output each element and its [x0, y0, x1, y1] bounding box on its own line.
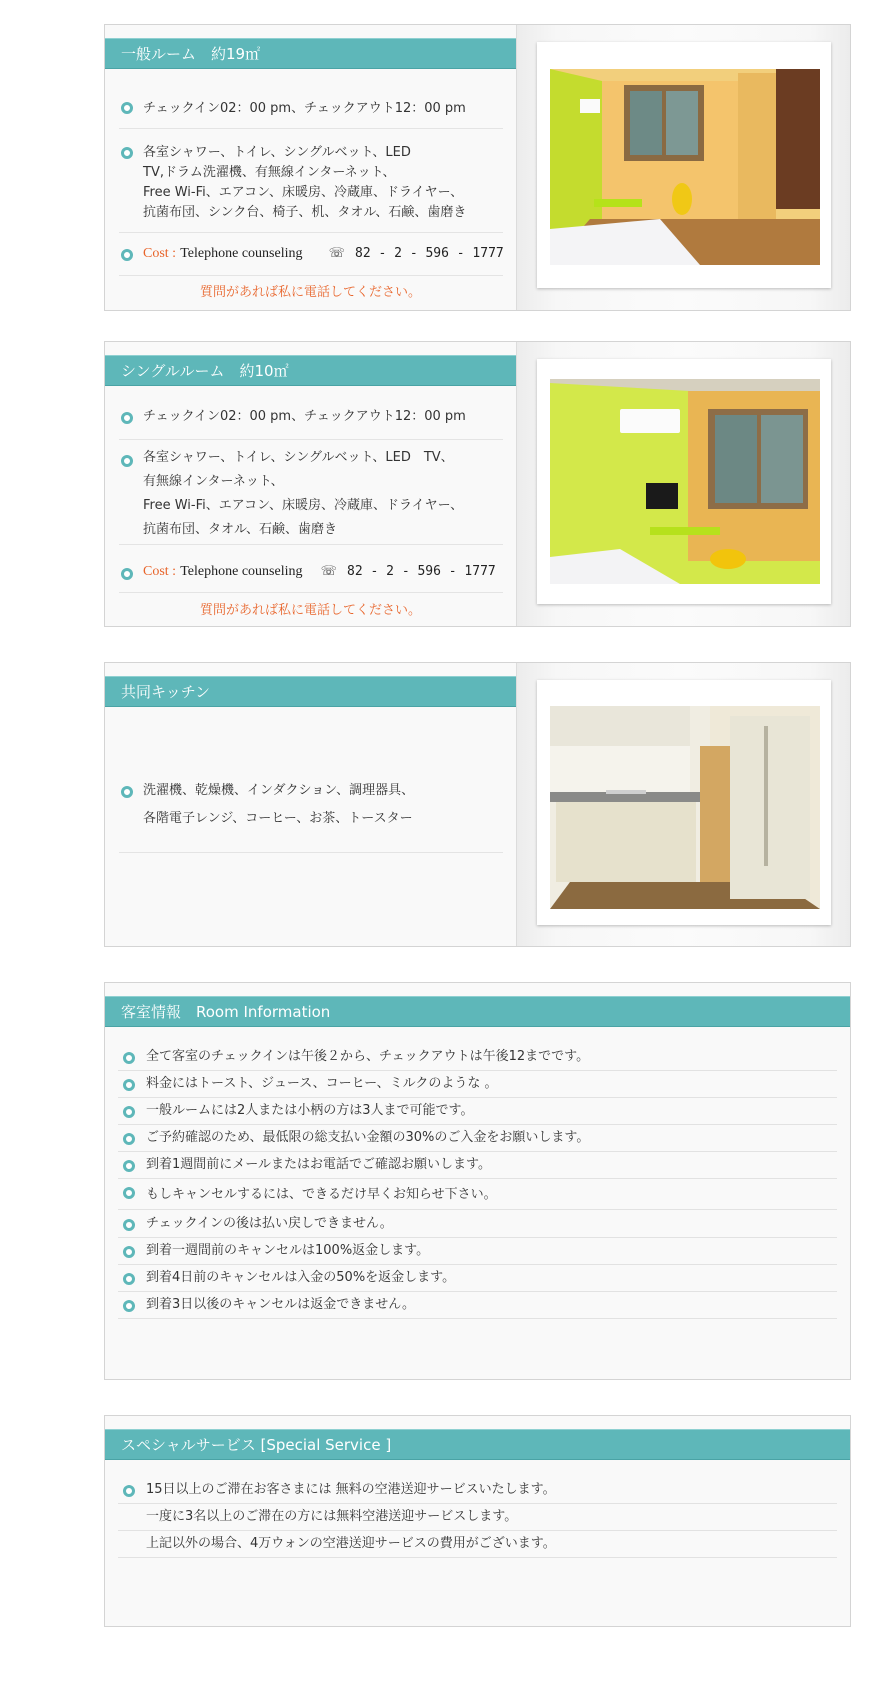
cost-value: Telephone counseling — [180, 246, 303, 261]
room-info-card — [104, 982, 851, 1380]
cost-value: Telephone counseling — [180, 564, 303, 579]
kitchen-details — [105, 663, 516, 946]
bullet-icon — [121, 568, 133, 580]
bullet-icon — [123, 1052, 135, 1064]
call-prompt: 質問があれば私に電話してください。 — [199, 603, 421, 618]
room-details — [105, 342, 516, 626]
bullet-icon — [123, 1219, 135, 1231]
kitchen-photo — [550, 706, 820, 909]
photo-panel — [516, 25, 850, 310]
service-text: 上記以外の場合、4万ウォンの空港送迎サービスの費用がございます。 — [146, 1536, 556, 1551]
amenity-line: 有無線インターネット、 — [143, 474, 284, 489]
bullet-icon — [123, 1133, 135, 1145]
facility-line: 洗濯機、乾燥機、インダクション、調理器具、 — [143, 783, 415, 798]
service-item — [118, 1504, 837, 1531]
room-title: シングルルーム 約10㎡ — [105, 355, 516, 386]
checkin-info — [119, 89, 503, 129]
amenity-line: 抗菌布団、シンク台、椅子、机、タオル、石鹸、歯磨き — [143, 205, 467, 220]
bullet-icon — [123, 1187, 135, 1199]
kitchen-card — [104, 662, 851, 947]
bullet-icon — [121, 102, 133, 114]
amenity-line: Free Wi-Fi、エアコン、床暖房、冷蔵庫、ドライヤー、 — [143, 498, 464, 513]
info-text: 全て客室のチェックインは午後２から、チェックアウトは午後12までです。 — [146, 1049, 590, 1064]
cost-label: Cost : — [143, 246, 177, 261]
info-text: チェックインの後は払い戻しできません。 — [146, 1216, 393, 1231]
amenity-line: TV,ドラム洗濯機、有無線インターネット、 — [143, 165, 396, 180]
info-item — [118, 1071, 837, 1098]
bullet-icon — [123, 1273, 135, 1285]
kitchen-title: 共同キッチン — [105, 676, 516, 707]
amenity-line: 抗菌布団、タオル、石鹸、歯磨き — [143, 522, 337, 537]
cost-info — [119, 551, 503, 593]
room-details — [105, 25, 516, 310]
room-card-standard — [104, 24, 851, 311]
info-text: 到着4日前のキャンセルは入金の50%を返金します。 — [146, 1270, 456, 1285]
room-title: 一般ルーム 約19㎡ — [105, 38, 516, 69]
room-card-single — [104, 341, 851, 627]
room-info-title: 客室情報 Room Information — [105, 996, 850, 1027]
info-text: ご予約確認のため、最低限の総支払い金額の30%のご入金をお願いします。 — [146, 1130, 590, 1145]
room-photo — [550, 379, 820, 584]
checkin-text: チェックイン02：00 pm、チェックアウト12：00 pm — [143, 101, 466, 116]
photo-panel — [516, 342, 850, 626]
info-text: 到着3日以後のキャンセルは返金できません。 — [146, 1297, 416, 1312]
service-item — [118, 1531, 837, 1558]
photo-panel — [516, 663, 850, 946]
bullet-icon — [123, 1106, 135, 1118]
bullet-icon — [123, 1160, 135, 1172]
photo-frame — [537, 42, 831, 288]
special-service-title: スペシャルサービス [Special Service ] — [105, 1429, 850, 1460]
checkin-text: チェックイン02：00 pm、チェックアウト12：00 pm — [143, 409, 466, 424]
bullet-icon — [121, 412, 133, 424]
bullet-icon — [121, 249, 133, 261]
info-text: 到着一週間前のキャンセルは100%返金します。 — [146, 1243, 430, 1258]
info-item — [118, 1265, 837, 1292]
info-item — [118, 1152, 837, 1179]
bullet-icon — [123, 1485, 135, 1497]
info-text: 到着1週間前にメールまたはお電話でご確認お願いします。 — [146, 1157, 491, 1172]
cost-info — [119, 234, 503, 276]
info-item — [118, 1292, 837, 1319]
amenity-line: Free Wi-Fi、エアコン、床暖房、冷蔵庫、ドライヤー、 — [143, 185, 464, 200]
info-item — [118, 1044, 837, 1071]
bullet-icon — [121, 786, 133, 798]
amenity-line: 各室シャワー、トイレ、シングルベット、LED TV、 — [143, 450, 454, 465]
amenities-info — [119, 446, 503, 545]
checkin-info — [119, 398, 503, 440]
info-item — [118, 1238, 837, 1265]
amenity-line: 各室シャワー、トイレ、シングルベット、LED — [143, 145, 411, 160]
kitchen-facilities — [119, 777, 503, 853]
info-text: 料金にはトースト、ジュース、コーヒー、ミルクのような 。 — [146, 1076, 498, 1091]
info-item — [118, 1179, 837, 1210]
service-text: 15日以上のご滞在お客さまには 無料の空港送迎サービスいたします。 — [146, 1482, 556, 1497]
call-prompt: 質問があれば私に電話してください。 — [199, 285, 421, 300]
cost-label: Cost : — [143, 564, 177, 579]
service-text: 一度に3名以上のご滞在の方には無料空港送迎サービスします。 — [146, 1509, 518, 1524]
bullet-icon — [121, 455, 133, 467]
photo-frame — [537, 680, 831, 925]
phone-icon: ☏ — [328, 246, 345, 261]
facility-line: 各階電子レンジ、コーヒー、お茶、トースター — [143, 811, 413, 826]
info-text: もしキャンセルするには、できるだけ早くお知らせ下さい。 — [146, 1187, 497, 1202]
bullet-icon — [121, 147, 133, 159]
info-text: 一般ルームには2人または小柄の方は3人まで可能です。 — [146, 1103, 474, 1118]
room-photo — [550, 69, 820, 265]
phone-number: 82 - 2 - 596 - 1777 — [347, 564, 496, 579]
info-item — [118, 1098, 837, 1125]
bullet-icon — [123, 1079, 135, 1091]
bullet-icon — [123, 1300, 135, 1312]
info-item — [118, 1211, 837, 1238]
bullet-icon — [123, 1246, 135, 1258]
service-item — [118, 1477, 837, 1504]
phone-number: 82 - 2 - 596 - 1777 — [355, 246, 504, 261]
phone-icon: ☏ — [320, 564, 337, 579]
amenities-info — [119, 139, 503, 233]
info-item — [118, 1125, 837, 1152]
special-service-card — [104, 1415, 851, 1627]
photo-frame — [537, 359, 831, 604]
